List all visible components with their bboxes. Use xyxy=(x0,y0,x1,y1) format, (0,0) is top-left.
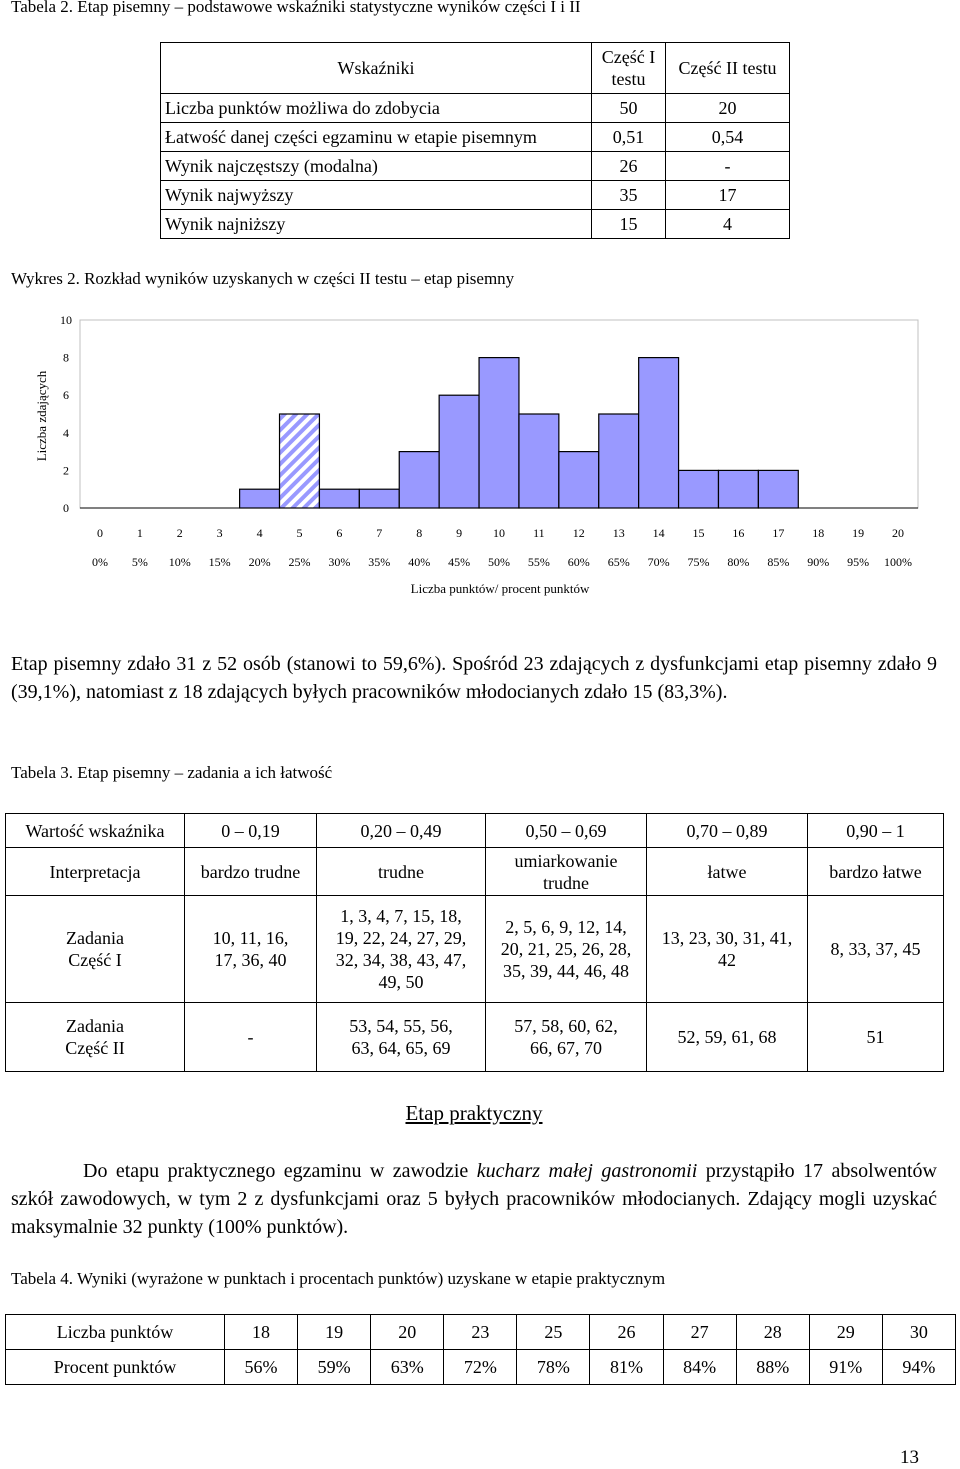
table4-caption: Tabela 4. Wyniki (wyrażone w punktach i procentach punktów) uzyskane w etapie praktycznym xyxy=(11,1269,666,1288)
paragraph-text: przystąpiło 17 absolwentów szkół zawodowych, w tym 2 z dysfunkcjami oraz 5 byłych pracowników młodocianych. Zdający mogli uzyskać maksymalnie 32 punkty (100% punktów). xyxy=(11,1160,937,1238)
table3-cell: 51 xyxy=(808,1003,944,1072)
x-tick-label-points: 16 xyxy=(732,526,745,540)
table2-header-part2: Część II testu xyxy=(666,43,790,94)
x-tick-label-percent: 50% xyxy=(488,555,510,569)
profession-name: kucharz małej gastronomii xyxy=(476,1160,698,1182)
x-tick-label-points: 13 xyxy=(612,526,625,540)
histogram-bar xyxy=(639,358,679,508)
y-tick-label: 0 xyxy=(63,501,69,515)
table3-cell: - xyxy=(185,1003,317,1072)
table4 xyxy=(5,1314,956,1385)
chart-caption: Wykres 2. Rozkład wyników uzyskanych w części II testu – etap pisemny xyxy=(11,269,515,288)
histogram-bar xyxy=(359,489,399,508)
x-tick-label-points: 17 xyxy=(772,526,785,540)
x-tick-label-points: 14 xyxy=(652,526,665,540)
y-tick-label: 2 xyxy=(63,463,69,478)
x-tick-label-percent: 10% xyxy=(168,555,191,569)
table3-caption: Tabela 3. Etap pisemny – zadania a ich łatwość xyxy=(11,763,333,782)
table4-cell: 78% xyxy=(517,1350,590,1385)
histogram-bar xyxy=(718,470,758,508)
histogram-bar xyxy=(679,470,719,508)
table3 xyxy=(5,813,944,1072)
table3-interp-label: Interpretacja xyxy=(6,848,185,896)
table4-cell: 94% xyxy=(882,1350,955,1385)
table3-cell: umiarkowanie trudne xyxy=(486,848,647,896)
table3-cell: łatwe xyxy=(647,848,808,896)
table4-cell: 88% xyxy=(736,1350,809,1385)
table2 xyxy=(160,42,790,239)
section-title: Etap praktyczny xyxy=(405,1101,543,1125)
x-tick-label-points: 1 xyxy=(136,526,143,540)
x-tick-label-percent: 100% xyxy=(884,555,913,569)
x-tick-label-points: 12 xyxy=(572,526,585,540)
x-tick-label-percent: 90% xyxy=(807,555,830,569)
table2-header-part1: Część I testu xyxy=(592,43,666,94)
table4-cell: 28 xyxy=(736,1315,809,1350)
x-tick-label-points: 10 xyxy=(493,526,505,540)
y-tick-label: 6 xyxy=(63,388,69,403)
y-axis-label: Liczba zdających xyxy=(34,370,49,462)
table2-caption: Tabela 2. Etap pisemny – podstawowe wskaźniki statystyczne wyników części I i II xyxy=(11,0,581,16)
x-tick-label-percent: 65% xyxy=(607,555,630,569)
histogram-bar xyxy=(479,358,519,508)
table2-cell: 15 xyxy=(592,210,666,239)
table4-cell: 56% xyxy=(225,1350,298,1385)
table4-cell: 84% xyxy=(663,1350,736,1385)
histogram-bar xyxy=(519,414,559,508)
table3-cell: 57, 58, 60, 62, 66, 67, 70 xyxy=(486,1003,647,1072)
table4-cell: 25 xyxy=(517,1315,590,1350)
table4-cell: 59% xyxy=(298,1350,371,1385)
table3-cell: 8, 33, 37, 45 xyxy=(808,896,944,1003)
x-tick-label-points: 9 xyxy=(456,526,463,540)
table2-cell: 35 xyxy=(592,181,666,210)
x-tick-label-percent: 95% xyxy=(847,555,870,569)
x-tick-label-points: 11 xyxy=(533,526,545,540)
table2-cell: 4 xyxy=(666,210,790,239)
table2-cell: 0,51 xyxy=(592,123,666,152)
x-tick-label-points: 3 xyxy=(216,526,223,540)
table4-cell: 72% xyxy=(444,1350,517,1385)
x-tick-label-percent: 30% xyxy=(328,555,351,569)
histogram-bar xyxy=(240,489,280,508)
x-tick-label-points: 15 xyxy=(692,526,705,540)
x-tick-label-percent: 35% xyxy=(368,555,391,569)
table4-cell: 19 xyxy=(298,1315,371,1350)
x-tick-label-points: 20 xyxy=(892,526,905,540)
table3-cell: 1, 3, 4, 7, 15, 18, 19, 22, 24, 27, 29, 32, 34, 38, 43, 47, 49, 50 xyxy=(317,896,486,1003)
x-tick-label-percent: 20% xyxy=(248,555,271,569)
x-axis-label: Liczba punktów/ procent punktów xyxy=(410,581,590,596)
table3-cell: trudne xyxy=(317,848,486,896)
table2-header-indicators: Wskaźniki xyxy=(161,43,592,94)
table4-row-label: Procent punktów xyxy=(6,1350,225,1385)
x-tick-label-points: 0 xyxy=(96,526,103,540)
x-tick-label-points: 19 xyxy=(852,526,865,540)
table3-part1-label: Zadania Część I xyxy=(6,896,185,1003)
x-tick-label-points: 4 xyxy=(256,526,263,540)
x-tick-label-percent: 25% xyxy=(288,555,311,569)
table2-cell: 20 xyxy=(666,94,790,123)
x-tick-label-points: 5 xyxy=(296,526,303,540)
x-tick-label-percent: 70% xyxy=(647,555,670,569)
histogram-bar xyxy=(758,470,798,508)
x-tick-label-percent: 5% xyxy=(131,555,148,569)
x-tick-label-points: 7 xyxy=(376,526,383,540)
table4-cell: 18 xyxy=(225,1315,298,1350)
table3-cell: 53, 54, 55, 56, 63, 64, 65, 69 xyxy=(317,1003,486,1072)
histogram-bar xyxy=(399,452,439,508)
table4-row-label: Liczba punktów xyxy=(6,1315,225,1350)
table3-header-cell: 0,70 – 0,89 xyxy=(647,814,808,848)
x-tick-label-points: 6 xyxy=(336,526,343,540)
table2-row-label: Wynik najniższy xyxy=(161,210,592,239)
x-tick-label-percent: 45% xyxy=(448,555,471,569)
table2-cell: - xyxy=(666,152,790,181)
table4-cell: 26 xyxy=(590,1315,663,1350)
x-tick-label-percent: 80% xyxy=(727,555,750,569)
table3-header-cell: 0,90 – 1 xyxy=(808,814,944,848)
table3-cell: 2, 5, 6, 9, 12, 14, 20, 21, 25, 26, 28, 35, 39, 44, 46, 48 xyxy=(486,896,647,1003)
paragraph-text: Do etapu praktycznego egzaminu w zawodzie xyxy=(83,1160,477,1182)
y-tick-label: 10 xyxy=(60,313,72,327)
table4-cell: 30 xyxy=(882,1315,955,1350)
table2-cell: 17 xyxy=(666,181,790,210)
table3-cell: 10, 11, 16, 17, 36, 40 xyxy=(185,896,317,1003)
x-tick-label-percent: 85% xyxy=(767,555,790,569)
table3-header-cell: Wartość wskaźnika xyxy=(6,814,185,848)
table4-cell: 81% xyxy=(590,1350,663,1385)
table4-cell: 91% xyxy=(809,1350,882,1385)
table3-part2-label: Zadania Część II xyxy=(6,1003,185,1072)
table3-header-cell: 0,50 – 0,69 xyxy=(486,814,647,848)
table4-cell: 29 xyxy=(809,1315,882,1350)
paragraph-written-stage-results: Etap pisemny zdało 31 z 52 osób (stanowi to 59,6%). Spośród 23 zdających z dysfunkcjami etap pisemny zdało 9 (39,1%), natomiast z 18 zdających byłych pracowników młodocianych zdało 15 (83,3%). xyxy=(11,653,937,703)
table3-cell: bardzo trudne xyxy=(185,848,317,896)
table3-cell: 52, 59, 61, 68 xyxy=(647,1003,808,1072)
table2-row-label: Wynik najczęstszy (modalna) xyxy=(161,152,592,181)
table4-cell: 27 xyxy=(663,1315,736,1350)
table2-row-label: Łatwość danej części egzaminu w etapie pisemnym xyxy=(161,123,592,152)
table2-cell: 26 xyxy=(592,152,666,181)
histogram-chart xyxy=(0,300,960,610)
table4-cell: 23 xyxy=(444,1315,517,1350)
x-tick-label-points: 18 xyxy=(812,526,825,540)
table3-cell: 13, 23, 30, 31, 41, 42 xyxy=(647,896,808,1003)
table3-header-cell: 0 – 0,19 xyxy=(185,814,317,848)
table2-cell: 0,54 xyxy=(666,123,790,152)
histogram-bar xyxy=(280,414,320,508)
table2-row-label: Liczba punktów możliwa do zdobycia xyxy=(161,94,592,123)
x-tick-label-points: 8 xyxy=(416,526,423,540)
table4-cell: 20 xyxy=(371,1315,444,1350)
x-tick-label-percent: 60% xyxy=(567,555,590,569)
table3-cell: bardzo łatwe xyxy=(808,848,944,896)
x-tick-label-points: 2 xyxy=(176,526,183,540)
page-number: 13 xyxy=(900,1447,919,1468)
x-tick-label-percent: 15% xyxy=(208,555,231,569)
table3-header-cell: 0,20 – 0,49 xyxy=(317,814,486,848)
histogram-bar xyxy=(559,452,599,508)
x-tick-label-percent: 75% xyxy=(687,555,710,569)
histogram-bar xyxy=(439,395,479,508)
histogram-bar xyxy=(319,489,359,508)
table4-cell: 63% xyxy=(371,1350,444,1385)
x-tick-label-percent: 40% xyxy=(408,555,431,569)
x-tick-label-percent: 55% xyxy=(527,555,550,569)
table2-row-label: Wynik najwyższy xyxy=(161,181,592,210)
histogram-bar xyxy=(599,414,639,508)
x-tick-label-percent: 0% xyxy=(91,555,108,569)
table2-cell: 50 xyxy=(592,94,666,123)
y-tick-label: 4 xyxy=(63,425,69,440)
paragraph-practical-stage xyxy=(11,1157,937,1241)
y-tick-label: 8 xyxy=(63,350,69,365)
